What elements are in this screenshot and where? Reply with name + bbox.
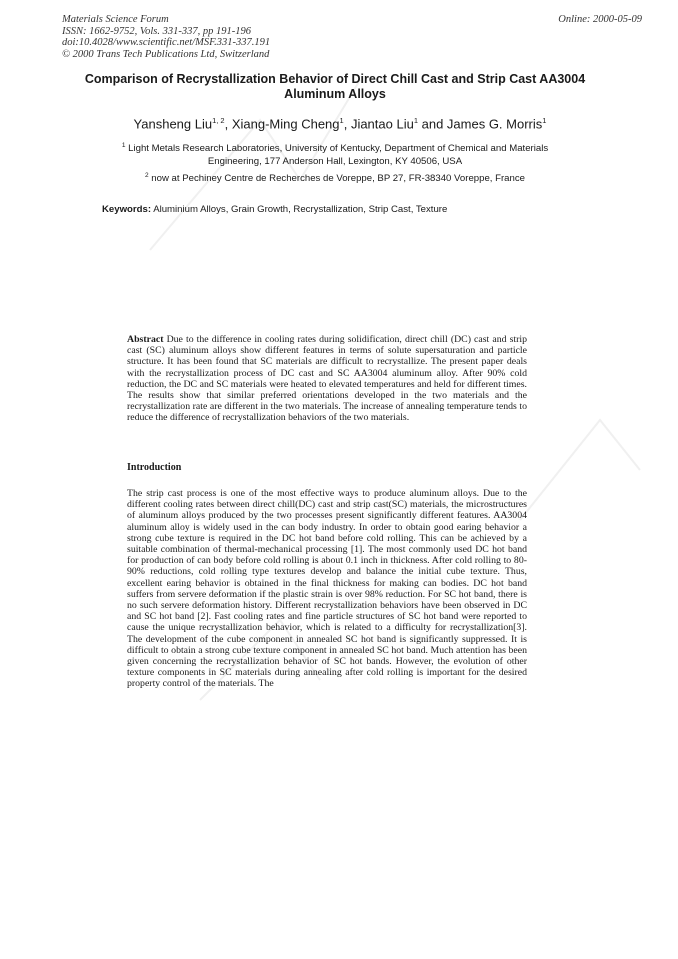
paper-title: Comparison of Recrystallization Behavior of Direct Chill Cast and Strip Cast AA3004 Aluminum Alloys xyxy=(84,72,586,101)
author-name: Xiang-Ming Cheng xyxy=(231,116,340,132)
affiliation-text: Light Metals Research Laboratories, University of Kentucky, Department of Chemical and Materials Engineering, 177 Anderson Hall, Lexington, KY 40506, USA xyxy=(128,143,549,167)
affiliation-mark: 1 xyxy=(121,142,126,149)
author-separator: , xyxy=(224,116,232,132)
author-name: Yansheng Liu xyxy=(133,116,213,132)
keywords-line xyxy=(102,204,447,215)
author-name: James G. Morris xyxy=(446,116,543,132)
keywords-text: Aluminium Alloys, Grain Growth, Recrystallization, Strip Cast, Texture xyxy=(153,204,448,215)
author-affil-mark: 1 xyxy=(542,116,547,125)
keywords-label: Keywords: xyxy=(102,204,152,215)
author-affil-mark: 1, 2 xyxy=(212,116,225,125)
abstract-paragraph xyxy=(127,334,527,424)
author-list xyxy=(60,116,620,131)
author-affil-mark: 1 xyxy=(339,116,344,125)
affiliation-2 xyxy=(100,170,570,186)
journal-header xyxy=(62,14,270,60)
author-name: Jiantao Liu xyxy=(350,116,414,132)
journal-name: Materials Science Forum xyxy=(62,14,169,25)
online-date: Online: 2000-05-09 xyxy=(558,14,642,25)
abstract-text: Due to the difference in cooling rates during solidification, direct chill (DC) cast and strip cast (SC) aluminum alloys show different features in terms of solute supersaturation and particle structure. It has been found that SC materials are difficult to recrystallize. The present paper deals with the recrystallization process of DC cast and SC AA3004 aluminum alloy. After 90% cold reduction, the DC and SC materials were heated to elevated temperatures and held for different times. The results show that similar preferred orientations developed in the two materials and the recrystallization rate are different in the two materials. The increase of annealing temperature tends to reduce the difference of recrystallization behaviors of the two materials. xyxy=(127,334,528,424)
introduction-paragraph: The strip cast process is one of the most effective ways to produce aluminum alloys. Due to the different cooling rates between direct chill(DC) cast and strip cast(SC) materials, the microstructures of aluminum alloys produced by the two processes present significantly different features. AA3004 aluminum alloy is widely used in the can body industry. In order to obtain good earing behavior a strong cube texture is required in the DC hot band before cold rolling. This can be achieved by a suitable combination of thermal-mechanical processing [1]. The most commonly used DC hot band for production of can body before cold rolling is about 0.1 inch in thickness. After cold rolling to 80-90% reductions, cold rolling type textures develop and balance the initial cube texture. Thus, excellent earing behavior is obtained in the final thickness for making can bodies. DC hot band suffers from servere deformation if the plastic strain is over 98% reduction. For SC hot band, there is no such servere deformation history. Different recrystallization behaviors have been observed in DC and SC hot band [2]. Fast cooling rates and fine particle structures of SC hot band were reported to cause the unique recrystallization behavior, which is related to a difficulty for recrystallization[3]. The development of the cube component in annealed SC hot band is significantly suppressed. It is difficult to obtain a strong cube texture component in annealed SC hot band. Much attention has been given concerning the recrystallization behavior of SC hot bands. However, the evolution of other texture components in SC materials during annealing after cold rolling is important for the desired property control of the materials. The xyxy=(127,488,527,690)
affiliation-text: now at Pechiney Centre de Recherches de Voreppe, BP 27, FR-38340 Voreppe, France xyxy=(151,173,525,185)
abstract-label: Abstract xyxy=(127,334,164,345)
copyright-line: © 2000 Trans Tech Publications Ltd, Switzerland xyxy=(62,48,270,60)
author-separator: , xyxy=(343,116,351,132)
issn-line: ISSN: 1662-9752, Vols. 331-337, pp 191-196 xyxy=(62,25,251,37)
author-affil-mark: 1 xyxy=(413,116,418,125)
affiliation-mark: 2 xyxy=(145,172,149,179)
affiliation-1 xyxy=(100,140,570,168)
section-heading-introduction: Introduction xyxy=(127,462,182,473)
author-separator: and xyxy=(418,116,447,132)
doi-link[interactable]: doi:10.4028/www.scientific.net/MSF.331-337.191 xyxy=(62,37,271,48)
